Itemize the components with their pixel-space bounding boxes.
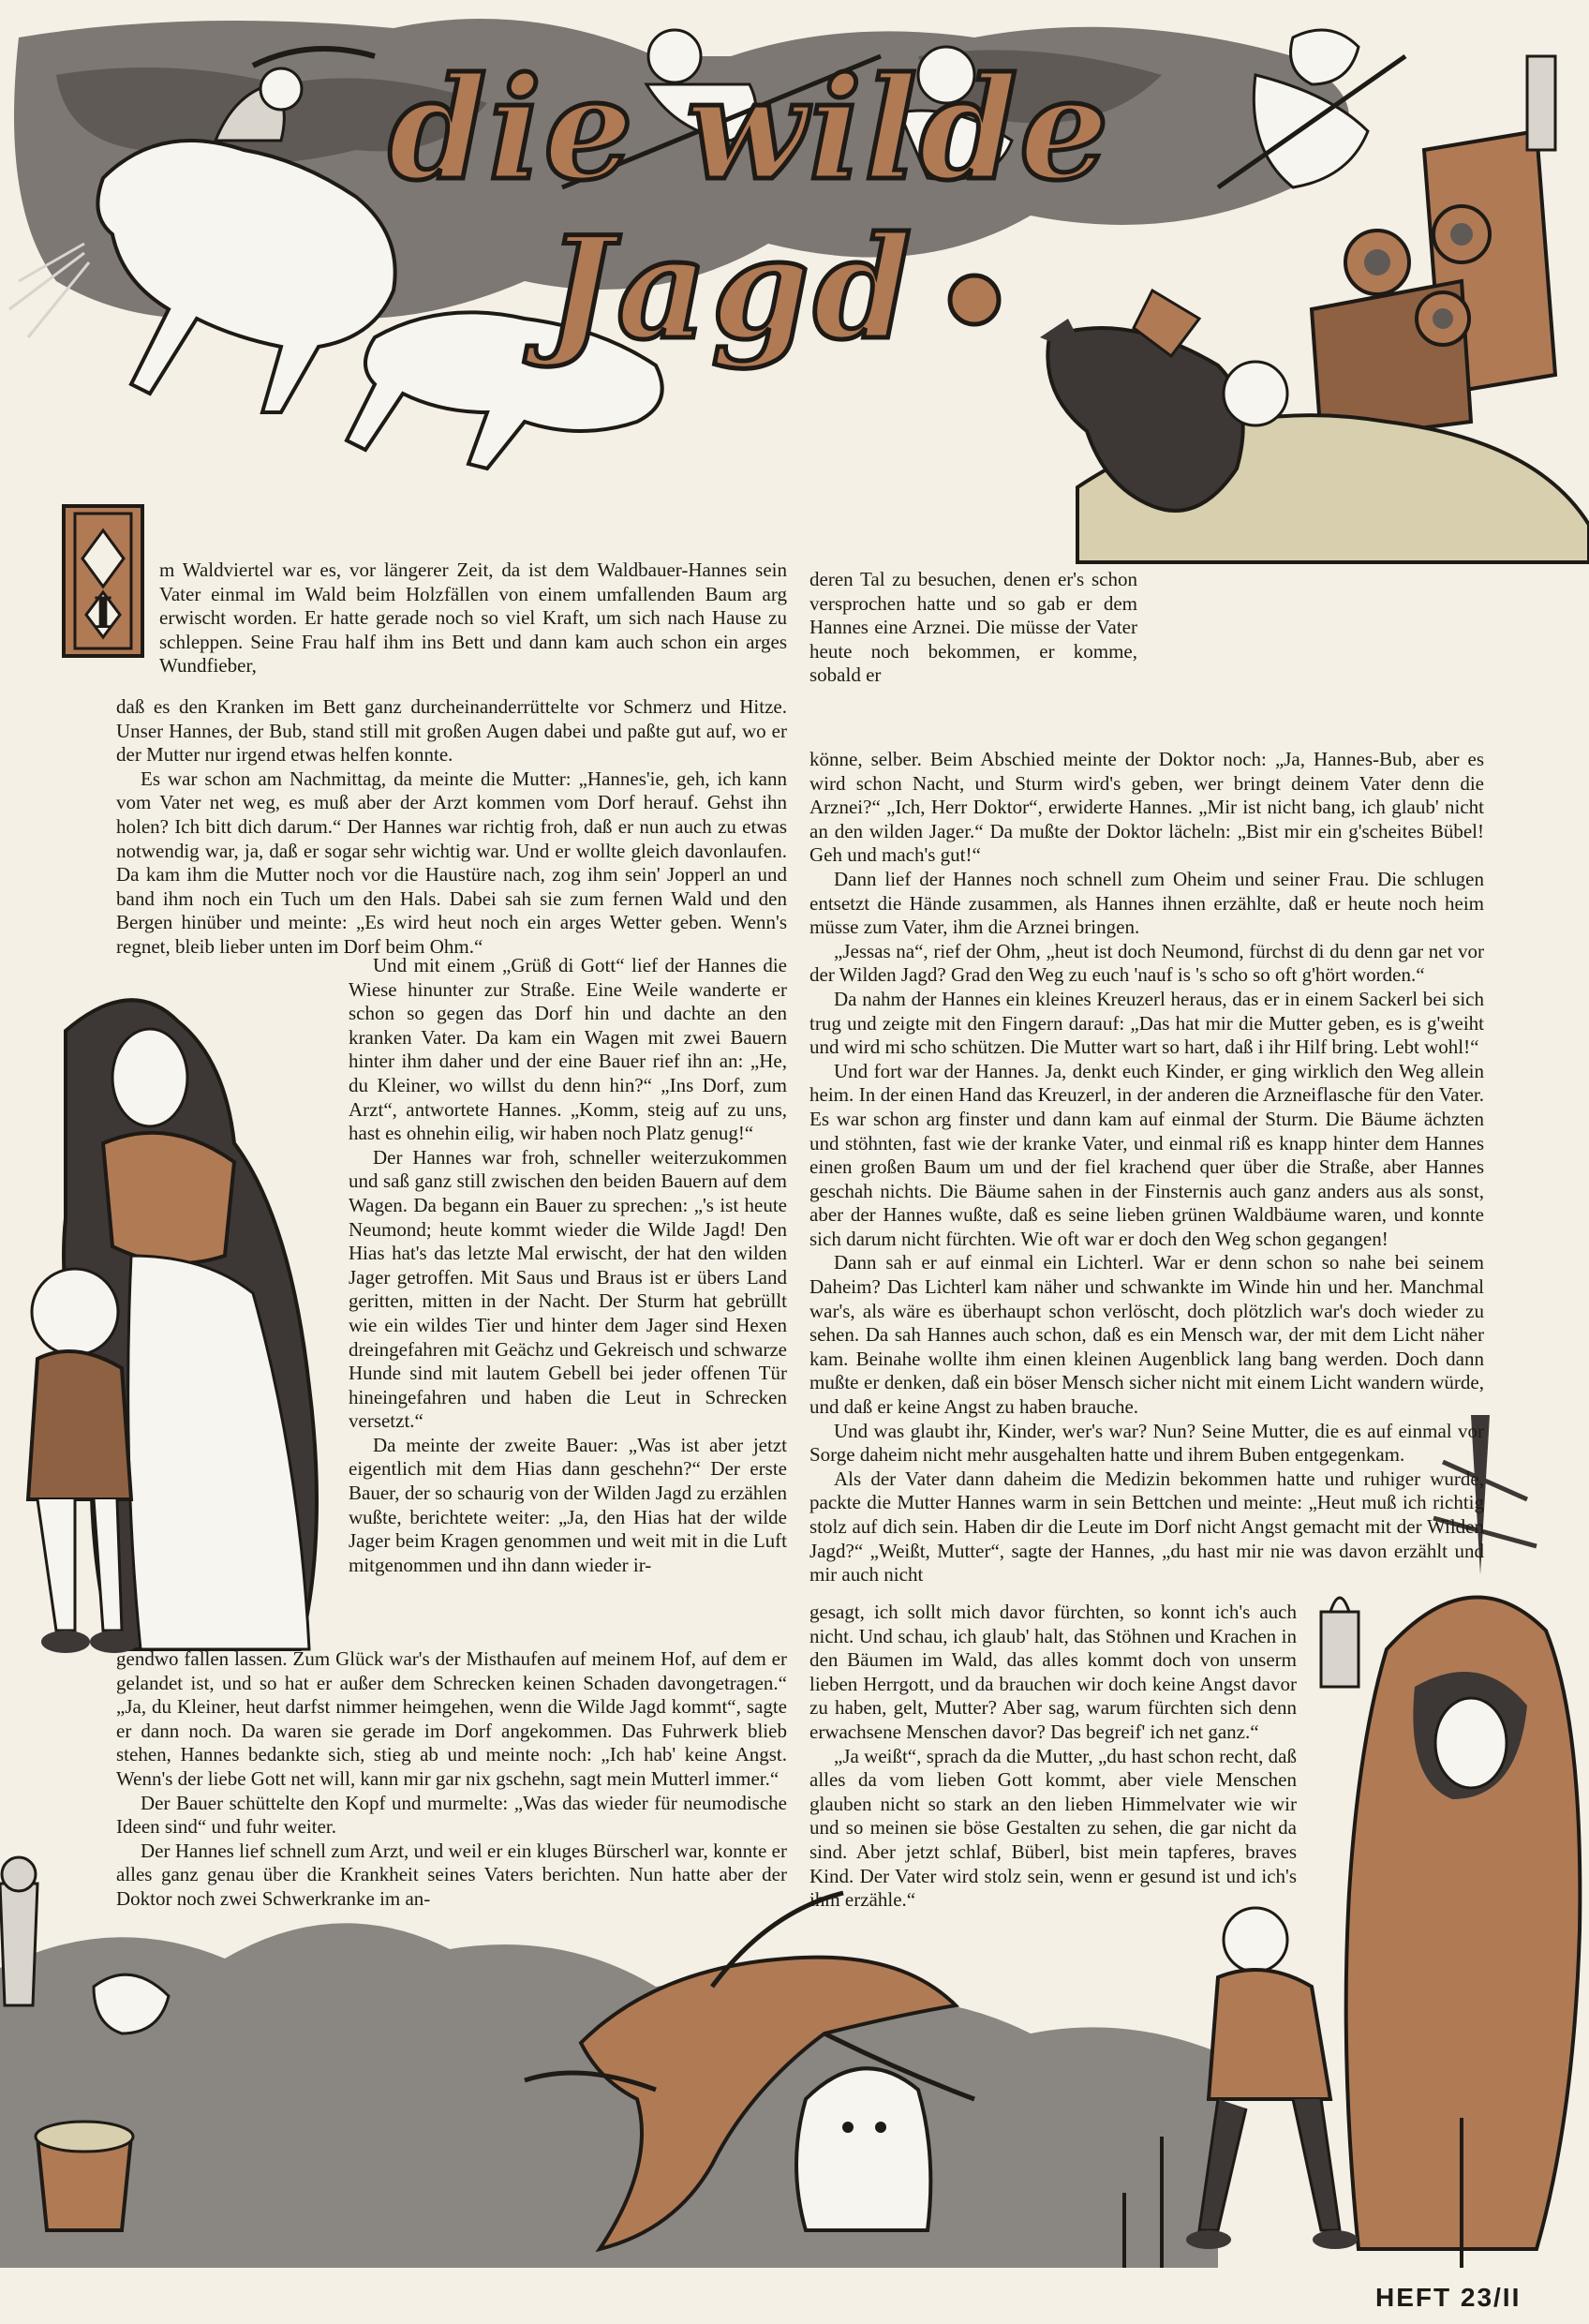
story-paragraph: Und was glaubt ihr, Kinder, wer's war? Nun? Seine Mutter, die es auf einmal vor Sorge daheim nicht mehr ausgehalten hatte und ihrem Buben entgegenkam.: [809, 1419, 1484, 1467]
story-paragraph: Und fort war der Hannes. Ja, denkt euch Kinder, er ging wirklich den Weg allein heim. In der einen Hand das Kreuzerl, in der anderen die Arzneiflasche für den Vater. Es war schon arg finster und dann kam auf einmal der Sturm. Die Bäume ächzten und stöhnten, fast wie der kranke Vater, und einmal riß es knapp hinter dem Hannes einen großen Baum um und der fiel krachend quer über die Straße, aber Hannes geschah nichts. Die Bäume sahen in der Finsternis auch ganz anders aus als sonst, aber der Hannes wußte, daß es seine lieben grünen Waldbäume waren, und konnte sich darum nicht fürchten. Wie oft war er doch den Weg schon gegangen!: [809, 1059, 1484, 1250]
story-paragraph: Der Hannes lief schnell zum Arzt, und weil er ein kluges Bürscherl war, konnte er alles ganz genau über die Krankheit seines Vaters berichten. Nun hatte aber der Doktor noch zwei Schwerkranke im an-: [116, 1839, 787, 1910]
story-paragraph: Da meinte der zweite Bauer: „Was ist aber jetzt eigentlich mit dem Hias dann geschehn?“ Der erste Bauer, der so schaurig von der Wilden Jagd zu erzählen wußte, berichtete weiter: „Ja, den Hias hat der wilde Jager beim Kragen genommen und weit mit in die Luft mitgenommen und ihn dann wieder ir-: [349, 1433, 787, 1576]
title-line-1: die wilde: [388, 47, 1111, 212]
initial-letter-glyph: I: [93, 588, 113, 638]
story-column-left-bottom: [116, 1647, 787, 1912]
story-paragraph: Dann lief der Hannes noch schnell zum Oheim und seiner Frau. Die schlugen entsetzt die Hände zusammen, als Hannes ihnen erzählte, daß er heute noch heim müsse zum Vater, ihm die Arznei bringen.: [809, 867, 1484, 939]
story-paragraph: gendwo fallen lassen. Zum Glück war's der Misthaufen auf meinem Hof, auf dem er gelandet ist, und so hat er außer dem Schrecken keinen Schaden davongetragen.“ „Ja, du Kleiner, heut darfst nimmer heimgehen, wenn die Wilde Jagd kommt“, sagte er dann noch. Da waren sie gerade im Dorf angekommen. Das Fuhrwerk blieb stehen, Hannes bedankte sich, stieg ab und meinte noch: „Ich hab' keine Angst. Wenn's der liebe Gott net will, kann mir gar nix gschehn, sagt mein Mutterl immer.“: [116, 1647, 787, 1790]
story-paragraph: Es war schon am Nachmittag, da meinte die Mutter: „Hannes'ie, geh, ich kann vom Vater net weg, es muß aber der Arzt kommen vom Dorf herauf. Gehst ihn holen? Ich bitt dich darum.“ Der Hannes war richtig froh, daß er nun auch zu etwas notwendig war, ja, daß er sogar sehr wichtig war. Und er wollte gleich davonlaufen. Da kam ihm die Mutter noch vor die Haustüre nach, zog ihm sein' Jopperl an und band ihm noch ein Tuch um den Hals. Dabei sah sie zum fernen Wald und den Bergen hinüber und meinte: „Es wird heut noch ein arges Wetter geben. Wenn's regnet, bleib lieber unten im Dorf beim Ohm.“: [116, 767, 787, 958]
story-column-right-narrow: [809, 1601, 1297, 1913]
story-paragraph: „Ja weißt“, sprach da die Mutter, „du hast schon recht, daß alles da vom lieben Gott kommt, aber viele Menschen glauben nicht so stark an den lieben Himmelvater wie wir und so meinen sie böse Gestalten zu sehen, die gar nicht da sind. Aber jetzt schlaf, Büberl, bist mein tapferes, braves Kind. Der Vater wird stolz sein, wenn er gesund ist und ich's ihm erzähle.“: [809, 1744, 1297, 1912]
title-line-2: Jagd: [546, 206, 915, 371]
story-column-right-main: [809, 748, 1484, 1587]
story-paragraph: Der Bauer schüttelte den Kopf und murmelte: „Was das wieder für neumodische Ideen sind“ und fuhr weiter.: [116, 1791, 787, 1839]
forest-illustration: [0, 1855, 1589, 2268]
mother-son-illustration: [0, 975, 337, 1687]
story-paragraph: deren Tal zu besuchen, denen er's schon versprochen hatte und so gab er dem Hannes eine Arznei. Die müsse der Vater heute noch bekommen, er komme, sobald er: [809, 568, 1137, 687]
story-column-left-narrow: [349, 954, 787, 1577]
story-column-left-top: [159, 559, 787, 678]
story-paragraph: Der Hannes war froh, schneller weiterzukommen und saß ganz still zwischen den beiden Bauern auf dem Wagen. Da begann ein Bauer zu sprechen: „'s ist heute Neumond; heute kommt wieder die Wilde Jagd! Den Hias hat's das letzte Mal erwischt, der hat den wilden Jager getroffen. Mit Saus und Braus ist er übers Land geritten, mitten in der Nacht. Der Sturm hat gebrüllt wie ein wildes Tier und hinter dem Jager sind Hexen dreingefahren mit Geächz und Gekreisch und schwarze Hunde sind mit lautem Gebell bei jeder offenen Tür hineingefahren und haben die Leut in Schrecken versetzt.“: [349, 1145, 787, 1433]
story-paragraph: Da nahm der Hannes ein kleines Kreuzerl heraus, das er in einem Sackerl bei sich trug und zeigte mit den Fingern darauf: „Das hat mir die Mutter geben, es is g'weiht und wird mi scho schützen. Die Mutter wart so hart, daß i ihr Hilf bring. Lebt wohl!“: [809, 987, 1484, 1059]
initial-letter: [58, 502, 148, 662]
story-paragraph: Als der Vater dann daheim die Medizin bekommen hatte und ruhiger wurde, packte die Mutter Hannes warm in sein Bettchen und meinte: „Heut muß ich richtig stolz auf dich sein. Haben dir die Leute im Dorf nicht Angst gemacht mit der Wilden Jagd?“ „Weißt, Mutter“, sagte der Hannes, „du hast mir nie was davon erzählt und mir auch nicht: [809, 1467, 1484, 1587]
issue-number: HEFT 23/II: [1375, 2283, 1522, 2312]
story-paragraph: daß es den Kranken im Bett ganz durcheinanderrüttelte vor Schmerz und Hitze. Unser Hannes, der Bub, stand still mit großen Augen dabei und paßte gut auf, wo er der Mutter nur irgend etwas helfen konnte.: [116, 695, 787, 767]
story-paragraph: könne, selber. Beim Abschied meinte der Doktor noch: „Ja, Hannes-Bub, aber es wird schon Nacht, und Sturm wird's geben, wer bringt deinem Vater denn die Arznei?“ „Ich, Herr Doktor“, erwiderte Hannes. „Mir ist nicht bang, ich glaub' nicht an den wilden Jager.“ Da mußte der Doktor lächeln: „Bist mir ein g'scheites Bübel! Geh und mach's gut!“: [809, 748, 1484, 867]
story-paragraph: „Jessas na“, rief der Ohm, „heut ist doch Neumond, fürchst di du denn gar net vor der Wilden Jagd? Grad den Weg zu euch 'nauf is 's scho so oft g'hört worden.“: [809, 939, 1484, 987]
title-lettering: [388, 37, 1111, 375]
story-paragraph: m Waldviertel war es, vor längerer Zeit, da ist dem Waldbauer-Hannes sein Vater einmal im Wald beim Holzfällen von einem umfallenden Baum arg erwischt worden. Er hatte gerade noch so viel Kraft, um sich nach Hause zu schleppen. Seine Frau half ihm ins Bett und dann kam auch schon ein arges Wundfieber,: [159, 559, 787, 678]
story-paragraph: Und mit einem „Grüß di Gott“ lief der Hannes die Wiese hinunter zur Straße. Eine Weile wanderte er schon so gegen das Dorf hin und dachte an den kranken Vater. Da kam ein Wagen mit zwei Bauern hinter ihm daher und der eine Bauer rief ihn an: „He, du Kleiner, wo willst du denn hin?“ „Ins Dorf, zum Arzt“, antwortete Hannes. „Komm, steig auf zu uns, hast es ohnehin eilig, wir haben noch Platz genug!“: [349, 954, 787, 1145]
story-column-left-full: [116, 695, 787, 960]
story-column-right-top: [809, 568, 1137, 688]
story-paragraph: gesagt, ich sollt mich davor fürchten, so konnt ich's auch nicht. Und schau, ich glaub' halt, das Stöhnen und Krachen in den Bäumen im Wald, das alles kommt doch von unserm lieben Herrgott, und da brauchen wir doch keine Angst davor zu haben, gelt, Mutter? Aber sag, warum fürchten sich denn erwachsene Menschen davor? Das begreif' ich net ganz.“: [809, 1601, 1297, 1743]
story-paragraph: Dann sah er auf einmal ein Lichterl. War er denn schon so nahe bei seinem Daheim? Das Lichterl kam näher und schwankte im Winde hin und her. Manchmal war's, als wäre es überhaupt schon verlöscht, doch plötzlich war's doch wieder zu sehen. Da sah Hannes auch schon, daß es ein Mensch war, der mit dem Licht näher kam. Beinahe wollte ihm einen kleinen Augenblick lang bang werden. Doch dann mußte er denken, daß ein böser Mensch sicher nicht mit einem Licht wandern würde, und daß er keine Angst zu haben brauche.: [809, 1251, 1484, 1419]
